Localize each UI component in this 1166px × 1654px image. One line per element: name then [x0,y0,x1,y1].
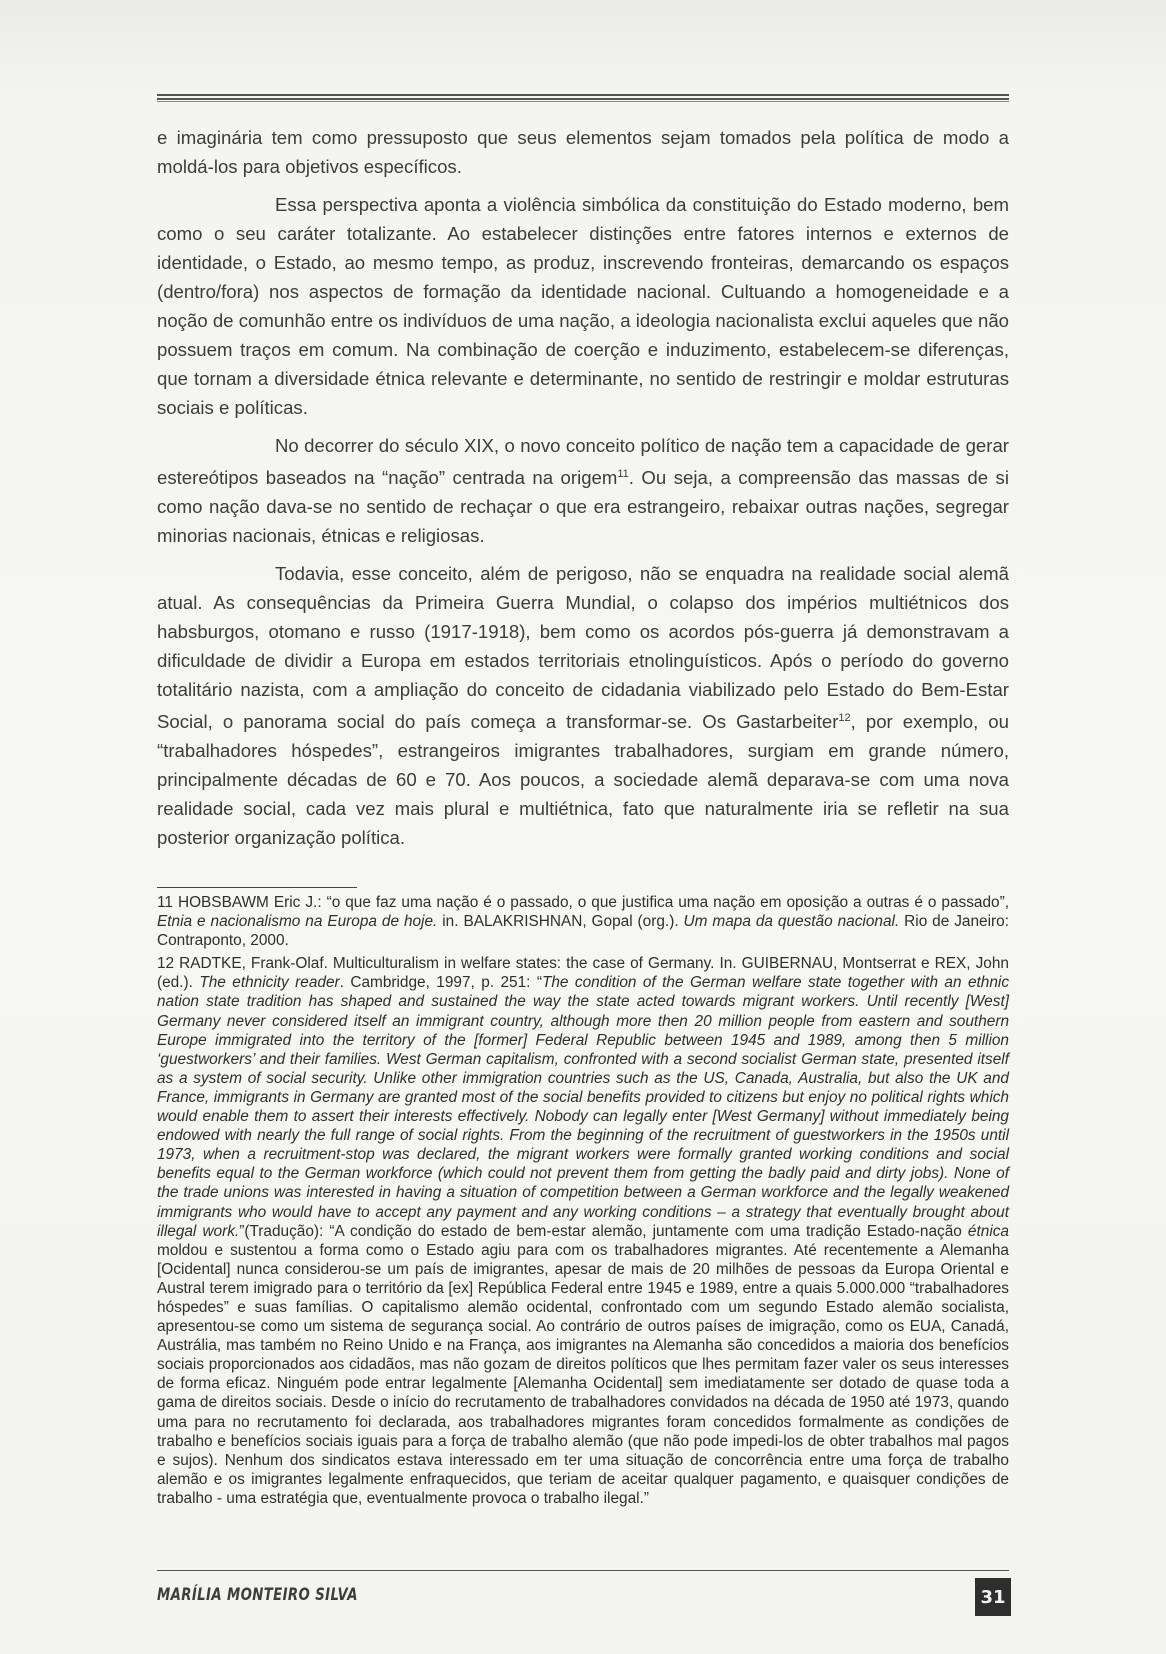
footnote-12: 12 RADTKE, Frank-Olaf. Multiculturalism in welfare states: the case of Germany. In. GUIBERNAU, Montserrat e REX, John (ed.). The ethnicity reader. Cambridge, 1997, p. 251: “The condition of the German welfare state together with an ethnic nation state tradition has shaped and sustained the way the state acted towards migrant workers. Until recently [West] Germany never considered itself an immigrant country, although more then 20 million people from eastern and southern Europe immigrated into the territory of the [former] Federal Republic between 1945 and 1989, among then 5 million ‘guestworkers’ and their families. West German capitalism, confronted with a second socialist German state, presented itself as a system of social security. Unlike other immigration countries such as the US, Canada, Australia, but also the UK and France, immigrants in Germany are granted most of the social benefits provided to citizens but enjoy no political rights which would enable them to assert their interests effectively. Nobody can legally enter [West Germany] without immediately being endowed with nearly the full range of social rights. From the beginning of the recruitment of guestworkers in the 1950s until 1973, when a recruitment-stop was declared, the migrant workers were formally granted working conditions and social benefits equal to the German workforce (which could not prevent them from getting the badly paid and dirty jobs). None of the trade unions was interested in having a situation of competition between a German workforce and the legally weakened immigrants who would have to accept any payment and any working conditions – a strategy that eventually brought about illegal work.”(Tradução): “A condição do estado de bem-estar alemão, juntamente com uma tradição Estado-nação étnica moldou e sustentou a forma como o Estado agiu para com os trabalhadores migrantes. Até recentemente a Alemanha [Ocidental] nunca considerou-se um país de imigrantes, apesar de mais de 20 milhões de pessoas da Europa Oriental e Austral terem imigrado para o território da [ex] República Federal entre 1945 e 1989, entre a quais 5.000.000 “trabalhadores hóspedes” e suas famílias. O capitalismo alemão ocidental, confrontado com um segundo Estado alemão socialista, apresentou-se como um sistema de segurança social. Ao contrário de outros países de imigração, como os EUA, Canadá, Austrália, mas também no Reino Unido e na França, aos imigrantes na Alemanha são concedidos a maioria dos benefícios sociais proporcionados aos cidadãos, mas não gozam de direitos políticos que lhes permitam fazer valer os seus interesses de forma eficaz. Ninguém pode entrar legalmente [Alemanha Ocidental] sem imediatamente ser dotado de quase toda a gama de direitos sociais. Desde o início do recrutamento de trabalhadores convidados na década de 1950 até 1973, quando uma para no recrutamento foi declarada, aos trabalhadores migrantes foram concedidos formalmente as condições de trabalho e benefícios sociais iguais para a força de trabalho alemão (que não pode impedi-los de obter trabalhos mal pagos e sujos). Nenhum dos sindicatos estava interessado em ter uma situação de concorrência entre uma força de trabalho alemão e os imigrantes legalmente enfraquecidos, que teriam de aceitar qualquer pagamento, e quaisquer condições de trabalho - uma estratégia que, eventualmente provoca o trabalho ilegal.” [157,955,1010,1507]
page-number: 31 [975,1578,1011,1616]
paragraph-4: Todavia, esse conceito, além de perigoso, não se enquadra na realidade social alemã atual. As consequências da Primeira Guerra Mundial, o colapso dos impérios multiétnicos dos habsburgos, otomano e russo (1917-1918), bem como os acordos pós-guerra já demonstravam a dificuldade de dividir a Europa em estados territoriais etnolinguísticos. Após o período do governo totalitário nazista, com a ampliação do conceito de cidadania viabilizado pelo Estado do Bem-Estar Social, o panorama social do país começa a transformar-se. Os Gastarbeiter$^{12}$, por exemplo, ou “trabalhadores hóspedes”, estrangeiros imigrantes trabalhadores, surgiam em grande número, principalmente décadas de 60 e 70. Aos poucos, a sociedade alemã deparava-se com uma nova realidade social, cada vez mais plural e multiétnica, fato que naturalmente iria se refletir na sua posterior organização política. [157,563,1009,849]
footnote-separator [157,887,357,888]
footer-rule [157,1570,1009,1571]
footnote-11: 11 HOBSBAWM Eric J.: “o que faz uma nação é o passado, o que justifica uma nação em oposição a outras é o passado”, Etnia e nacionalismo na Europa de hoje. in. BALAKRISHNAN, Gopal (org.). Um mapa da questão nacional. Rio de Janeiro: Contraponto, 2000. [157,894,1009,950]
paragraph-3: No decorrer do século XIX, o novo conceito político de nação tem a capacidade de gerar estereótipos baseados na “nação” centrada na origem$^{11}$. Ou seja, a compreensão das massas de si como nação dava-se no sentido de rechaçar o que era estrangeiro, rebaixar outras nações, segregar minorias nacionais, étnicas e religiosas. [157,435,1009,547]
footer-author: MARÍLIA MONTEIRO SILVA [157,1585,358,1605]
footnote-ref-11: 11 [617,468,629,480]
paragraph-1: e imaginária tem como pressuposto que seus elementos sejam tomados pela política de modo a moldá-los para objetivos específicos. [157,127,1009,177]
footnote-ref-12: 12 [838,712,851,725]
paragraph-2: Essa perspectiva aponta a violência simbólica da constituição do Estado moderno, bem como o seu caráter totalizante. Ao estabelecer distinções entre fatores internos e externos de identidade, o Estado, ao mesmo tempo, as produz, inscrevendo fronteiras, demarcando os espaços (dentro/fora) nos aspectos de formação da identidade nacional. Cultuando a homogeneidade e a noção de comunhão entre os indivíduos de uma nação, a ideologia nacionalista exclui aqueles que não possuem traços em comum. Na combinação de coerção e induzimento, estabelecem-se diferenças, que tornam a diversidade étnica relevante e determinante, no sentido de restringir e moldar estruturas sociais e políticas. [157,194,1009,418]
header-rule [157,94,1009,102]
main-text [157,123,1009,852]
footnotes [157,893,1009,1512]
